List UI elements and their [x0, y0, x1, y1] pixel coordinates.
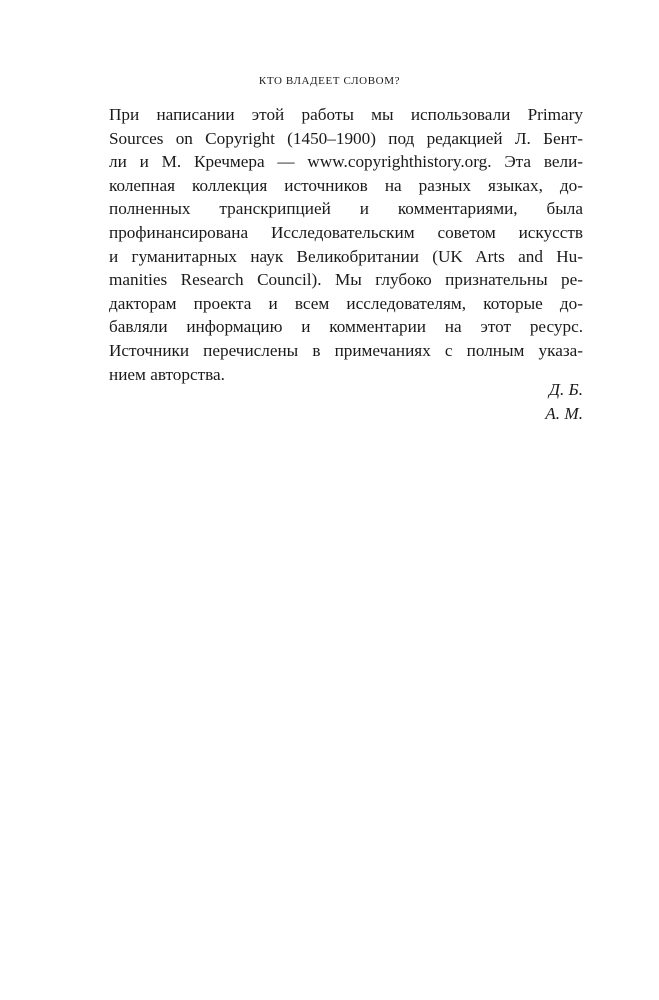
- running-head: КТО ВЛАДЕЕТ СЛОВОМ?: [258, 75, 401, 87]
- paragraph-line: и гуманитарных наук Великобритании (UK Arts and Hu-: [109, 246, 583, 266]
- paragraph-line: полненных транскрипцией и комментариями, была: [109, 199, 583, 219]
- paragraph-line: ли и М. Кречмера — www.copyrighthistory.org. Эта вели-: [109, 152, 583, 172]
- paragraph-line: дакторам проекта и всем исследователям, которые до-: [109, 293, 583, 313]
- paragraph-line: manities Research Council). Мы глубоко признательны ре-: [109, 270, 583, 290]
- paragraph-line: Sources on Copyright (1450–1900) под редакцией Л. Бент-: [109, 128, 583, 148]
- paragraph-line: колепная коллекция источников на разных языках, до-: [109, 175, 583, 195]
- acknowledgement-paragraph: [109, 103, 583, 386]
- author-initials: [109, 378, 583, 425]
- signature-initials: А. М.: [545, 403, 583, 423]
- paragraph-line: бавляли информацию и комментарии на этот ресурс.: [109, 317, 583, 337]
- paragraph-line: Источники перечислены в примечаниях с полным указа-: [109, 340, 583, 360]
- paragraph-line: профинансирована Исследовательским советом искусств: [109, 222, 583, 242]
- paragraph-line: При написании этой работы мы использовали Primary: [109, 105, 583, 124]
- signature-initials: Д. Б.: [549, 380, 583, 399]
- paragraph-line: нием авторства.: [109, 364, 225, 384]
